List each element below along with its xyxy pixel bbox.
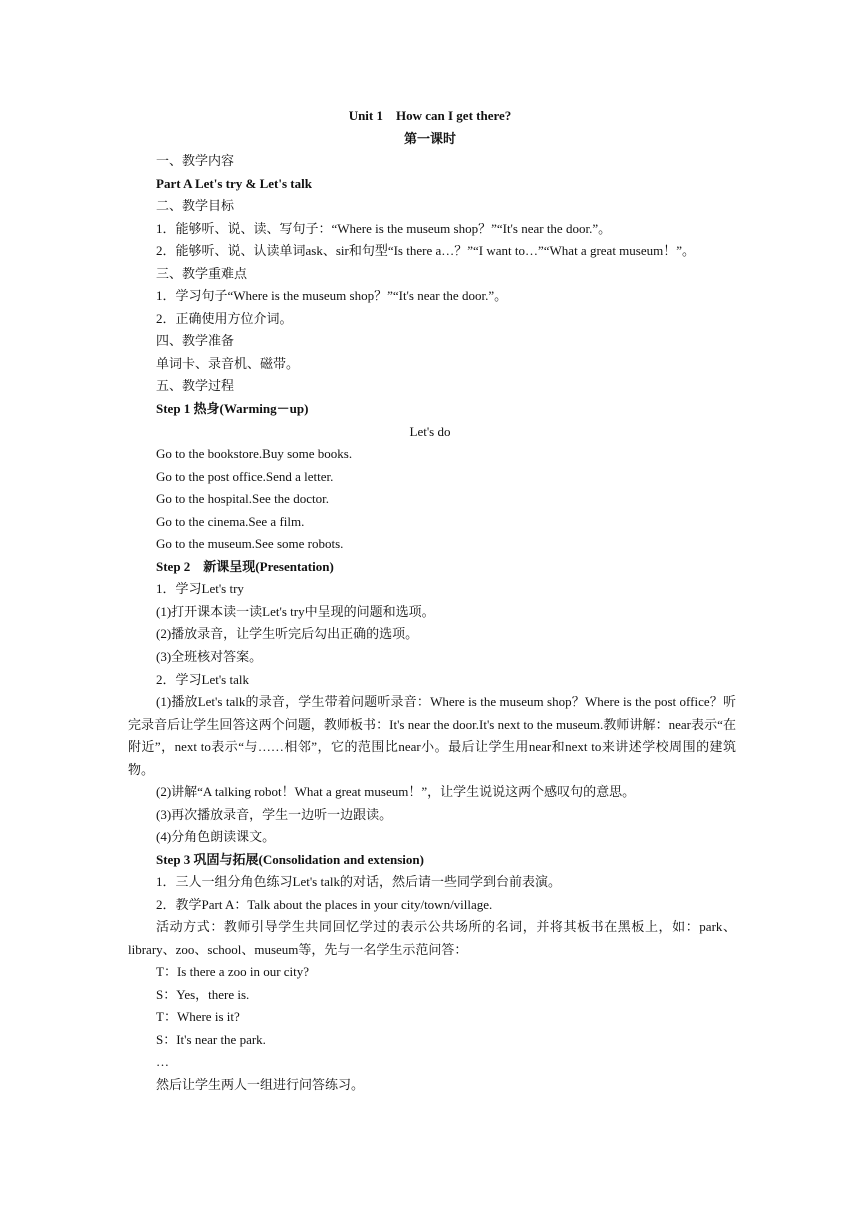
- goal-item: 2．能够听、说、认读单词ask、sir和句型“Is there a…？”“I want to…”“What a great museum！”。: [156, 243, 696, 258]
- procedure-item: (2)播放录音，让学生听完后勾出正确的选项。: [156, 626, 419, 641]
- section-heading: 五、教学过程: [156, 378, 235, 393]
- procedure-item: (4)分角色朗读课文。: [156, 829, 276, 844]
- lesson-subtitle: 第一课时: [403, 131, 456, 146]
- key-item: 1．学习句子“Where is the museum shop？”“It's near the door.”。: [156, 288, 508, 303]
- procedure-item: 1．三人一组分角色练习Let's talk的对话，然后请一些同学到台前表演。: [156, 874, 561, 889]
- step-heading: Step 2 新课呈现(Presentation): [156, 559, 334, 574]
- procedure-item: (3)再次播放录音，学生一边听一边跟读。: [156, 807, 393, 822]
- dialogue-line: T：Where is it?: [156, 1009, 240, 1024]
- procedure-paragraph: (1)播放Let's talk的录音，学生带着问题听录音：Where is the museum shop？Where is the post office？听完录音后让学生回答这两个问题，教师板书：It's near the door.It's next to the museum.教师讲解：near表示“在附近”，next to表示“与……相邻”，它的范围比near小。最后让学生用near和next to来讲述学校周围的建筑物。: [128, 694, 736, 777]
- dialogue-line: T：Is there a zoo in our city?: [156, 964, 310, 979]
- closing-text: 然后让学生两人一组进行问答练习。: [156, 1077, 365, 1092]
- section-heading: 四、教学准备: [156, 333, 235, 348]
- sub-heading: 2．学习Let's talk: [156, 672, 249, 687]
- step-heading: Step 3 巩固与拓展(Consolidation and extension): [156, 852, 424, 867]
- procedure-item: (2)讲解“A talking robot！What a great museum！”，让学生说说这两个感叹句的意思。: [156, 784, 636, 799]
- page-title: Unit 1 How can I get there?: [348, 108, 512, 123]
- section-heading: 三、教学重难点: [156, 266, 248, 281]
- chant-line: Go to the museum.See some robots.: [156, 536, 344, 551]
- chant-line: Go to the cinema.See a film.: [156, 514, 305, 529]
- dialogue-line: S：Yes，there is.: [156, 987, 250, 1002]
- procedure-item: (3)全班核对答案。: [156, 649, 263, 664]
- lets-do-heading: Let's do: [409, 424, 451, 439]
- section-heading: 二、教学目标: [156, 198, 235, 213]
- ellipsis: …: [156, 1054, 169, 1069]
- procedure-item: (1)打开课本读一读Let's try中呈现的问题和选项。: [156, 604, 435, 619]
- goal-item: 1．能够听、说、读、写句子：“Where is the museum shop？”“It's near the door.”。: [156, 221, 612, 236]
- chant-line: Go to the post office.Send a letter.: [156, 469, 334, 484]
- key-item: 2．正确使用方位介词。: [156, 311, 293, 326]
- step-heading: Step 1 热身(Warming－up): [156, 401, 309, 416]
- chant-line: Go to the hospital.See the doctor.: [156, 491, 329, 506]
- section-heading: 一、教学内容: [156, 153, 235, 168]
- part-heading: Part A Let's try & Let's talk: [156, 176, 312, 191]
- chant-line: Go to the bookstore.Buy some books.: [156, 446, 353, 461]
- procedure-item: 2．教学Part A：Talk about the places in your city/town/village.: [156, 897, 493, 912]
- sub-heading: 1．学习Let's try: [156, 581, 244, 596]
- procedure-paragraph: 活动方式：教师引导学生共同回忆学过的表示公共场所的名词，并将其板书在黑板上，如：park、library、zoo、school、museum等，先与一名学生示范问答：: [128, 919, 736, 957]
- dialogue-line: S：It's near the park.: [156, 1032, 266, 1047]
- prep-text: 单词卡、录音机、磁带。: [156, 356, 300, 371]
